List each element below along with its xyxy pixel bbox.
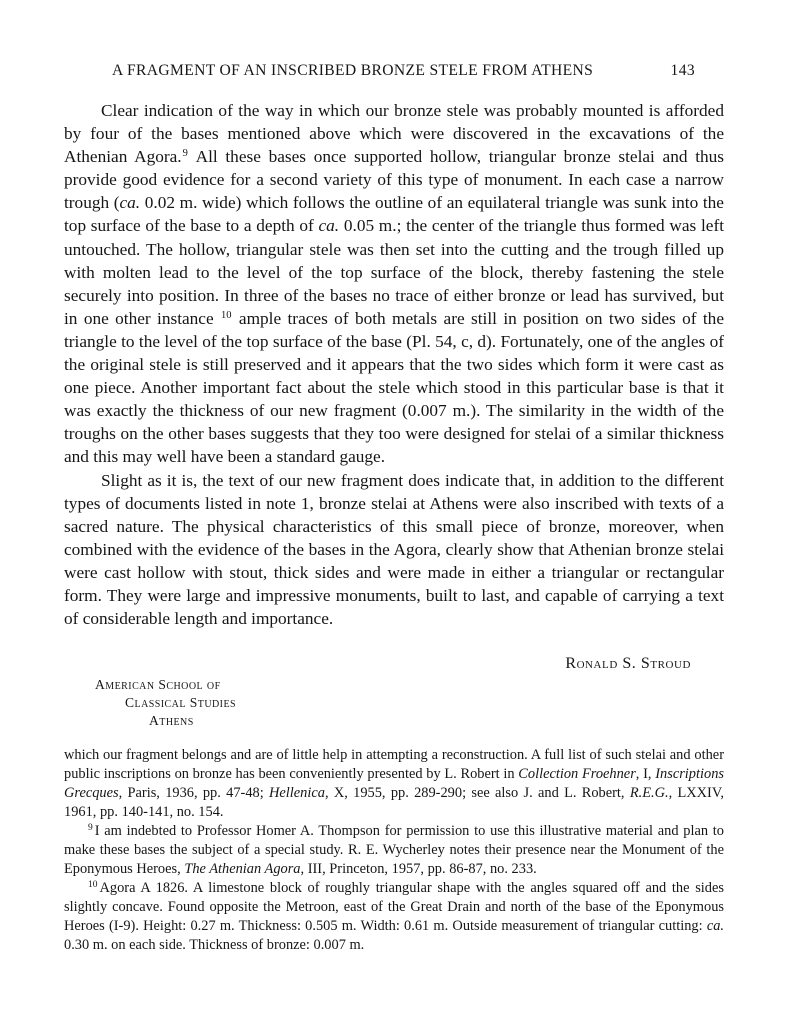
affiliation-line: American School of (95, 677, 221, 692)
footnote-continued (64, 746, 724, 822)
italic-text: ca. (706, 918, 724, 934)
text-run: Clear indication of the way in which our bronze stele was probably mounted is afforded by four of the bases mentioned above which were discovered in the excavations of the Athenian Agora. (64, 101, 724, 167)
text-run: I am indebted to Professor Homer A. Thompson for permission to use this illustrative material and plan to make these bases the subject of a special study. R. E. Wycherley notes their presence near the Monument of the Eponymous Heroes, (64, 823, 724, 877)
italic-text: Collection Froehner (518, 766, 636, 782)
text-run: , III, Princeton, 1957, pp. 86-87, no. 233. (300, 861, 537, 877)
italic-text: ca. (119, 193, 141, 213)
page-number: 143 (670, 62, 695, 79)
affiliation-line: Athens (149, 713, 194, 728)
text-run: All these bases once supported hollow, triangular bronze stelai and thus provide good evidence for a second variety of this type of monument. In each case a narrow trough ( (64, 147, 725, 213)
text-run: , Paris, 1936, pp. 47-48; (118, 785, 270, 801)
running-head-title: A FRAGMENT OF AN INSCRIBED BRONZE STELE FROM ATHENS (112, 62, 594, 79)
text-run: 0.30 m. on each side. Thickness of bronze: 0.007 m. (64, 937, 365, 953)
author-affiliation (95, 676, 236, 730)
affiliation-line: Classical Studies (125, 695, 237, 710)
text-run: 0.02 m. wide) which follows the outline of an equilateral triangle was sunk into the top surface of the base to a depth of (64, 193, 724, 236)
paragraph-bases-description (64, 99, 724, 469)
text-run: , LXXIV, 1961, pp. 140-141, no. 154. (64, 785, 724, 820)
text-run: Agora A 1826. A limestone block of roughly triangular shape with the angles squared off and the sides slightly concave. Found opposite the Metroon, east of the Great Drain and north of the base of the Eponymous Heroes (I-9). Height: 0.27 m. Thickness: 0.505 m. Width: 0.61 m. Outside measurement of triangular cutting: (64, 880, 724, 934)
footnotes (64, 746, 724, 955)
footnote-number: 9 (88, 823, 93, 833)
footnote-number: 10 (88, 880, 98, 890)
footnote-9 (64, 822, 724, 879)
author-signature: Ronald S. Stroud (565, 655, 691, 672)
italic-text: Hellenica (269, 785, 325, 801)
footnote-10 (64, 879, 724, 955)
paragraph-conclusion (64, 469, 724, 631)
text-run: which our fragment belongs and are of little help in attempting a reconstruction. A full list of such stelai and other public inscriptions on bronze has been conveniently presented by L. Robert in (64, 747, 724, 782)
text-run: , X, 1955, pp. 289-290; see also J. and L. Robert, (324, 785, 630, 801)
text-run: , I, (635, 766, 656, 782)
italic-text: The Athenian Agora (184, 861, 301, 877)
footnote-reference: 9 (182, 148, 188, 160)
text-run: ample traces of both metals are still in position on two sides of the triangle to the level of the top surface of the base (Pl. 54, c, d). Fortunately, one of the angles of the original stele is still preserved and it appears that the two sides which form it were cast as one piece. Another important fact about the stele which stood in this particular base is that it was exactly the thickness of our new fragment (0.007 m.). The similarity in the width of the troughs on the other bases suggests that they too were designed for stelai of a similar thickness and this may well have been a standard gauge. (64, 308, 724, 467)
text-run: 0.05 m.; the center of the triangle thus formed was left untouched. The hollow, triangular stele was then set into the cutting and the trough filled up with molten lead to the level of the top surface of the block, thereby fastening the stele securely into position. In three of the bases no trace of either bronze or lead has survived, but in one other instance (64, 216, 724, 328)
running-head (78, 62, 695, 80)
italic-text: R.E.G. (629, 785, 669, 801)
text-run: Slight as it is, the text of our new fragment does indicate that, in addition to the different types of documents listed in note 1, bronze stelai at Athens were also inscribed with texts of a sacred nature. The physical characteristics of this small piece of bronze, moreover, when combined with the evidence of the bases in the Agora, clearly show that Athenian bronze stelai were cast hollow with stout, thick sides and were made in either a triangular or rectangular form. They were large and impressive monuments, built to last, and capable of carrying a text of considerable length and importance. (64, 470, 724, 629)
article-body (64, 99, 724, 630)
footnote-reference: 10 (221, 309, 232, 321)
italic-text: Inscriptions Grecques (64, 766, 724, 801)
italic-text: ca. (318, 216, 340, 236)
